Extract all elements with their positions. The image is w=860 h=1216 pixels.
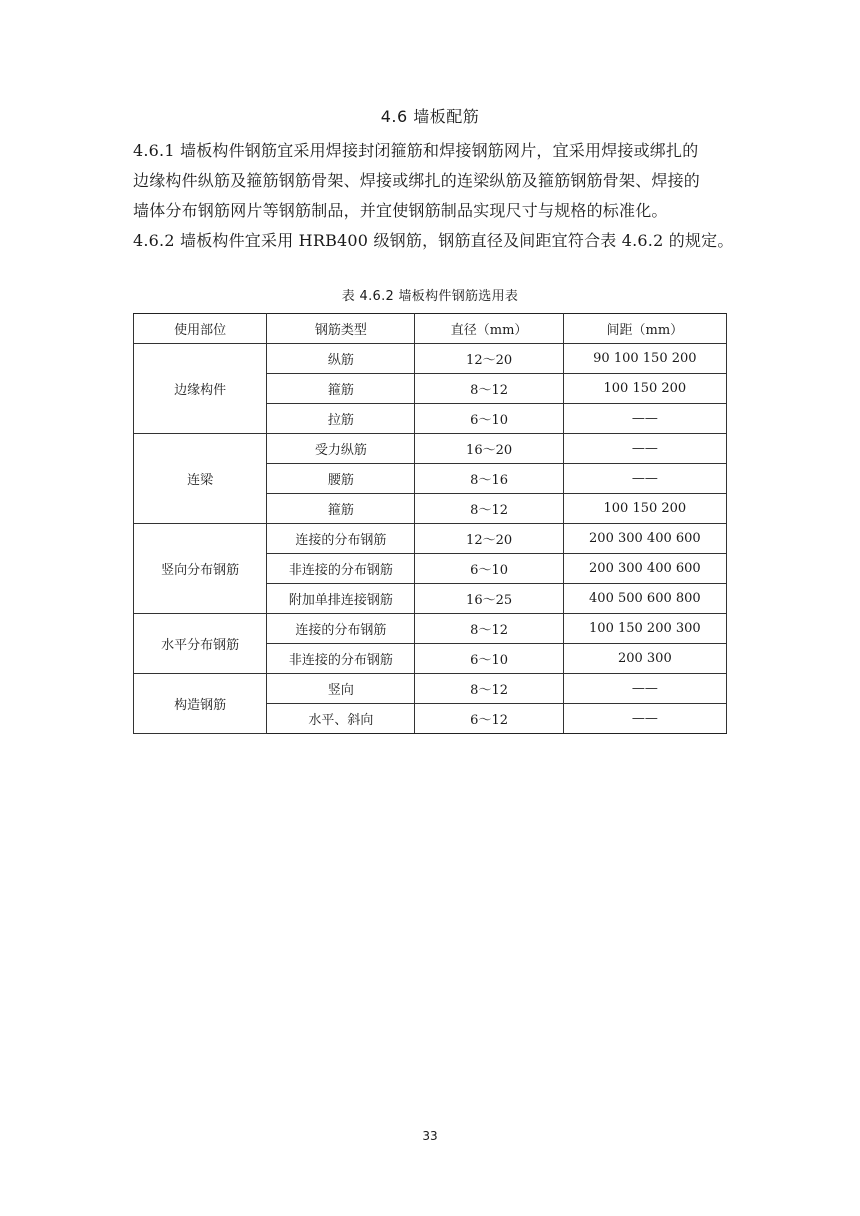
cell-diameter: 8～12 <box>415 674 563 704</box>
cell-diameter: 16～25 <box>415 584 563 614</box>
cell-spacing: 100 150 200 <box>563 374 726 404</box>
paragraph-line: 4.6.2 墙板构件宜采用 HRB400 级钢筋，钢筋直径及间距宜符合表 4.6.2 的规定。 <box>133 231 734 250</box>
cell-diameter: 8～12 <box>415 614 563 644</box>
table-row <box>134 524 727 554</box>
cell-diameter: 6～10 <box>415 644 563 674</box>
rebar-selection-table <box>133 313 727 734</box>
page-number: 33 <box>422 1129 438 1143</box>
cell-rebar-type: 非连接的分布钢筋 <box>267 644 415 674</box>
cell-rebar-type: 受力纵筋 <box>267 434 415 464</box>
table-row <box>134 434 727 464</box>
cell-diameter: 6～12 <box>415 704 563 734</box>
cell-diameter: 8～12 <box>415 374 563 404</box>
table-caption: 表 4.6.2 墙板构件钢筋选用表 <box>341 289 519 304</box>
cell-rebar-type: 水平、斜向 <box>267 704 415 734</box>
cell-spacing: 100 150 200 300 <box>563 614 726 644</box>
cell-spacing: —— <box>563 404 726 434</box>
paragraph-4-6-1 <box>133 136 733 226</box>
cell-rebar-type: 连接的分布钢筋 <box>267 524 415 554</box>
paragraph-4-6-2 <box>133 226 733 256</box>
cell-usage-part: 竖向分布钢筋 <box>134 524 267 614</box>
table-row <box>134 674 727 704</box>
cell-spacing: —— <box>563 434 726 464</box>
cell-usage-part: 构造钢筋 <box>134 674 267 734</box>
cell-rebar-type: 腰筋 <box>267 464 415 494</box>
paragraph-line: 边缘构件纵筋及箍筋钢筋骨架、焊接或绑扎的连梁纵筋及箍筋钢筋骨架、焊接的 <box>133 171 701 190</box>
cell-diameter: 6～10 <box>415 404 563 434</box>
cell-spacing: 200 300 400 600 <box>563 524 726 554</box>
header-usage-part: 使用部位 <box>134 314 267 344</box>
cell-diameter: 12～20 <box>415 344 563 374</box>
cell-spacing: 100 150 200 <box>563 494 726 524</box>
header-diameter: 直径（mm） <box>415 314 563 344</box>
cell-rebar-type: 箍筋 <box>267 374 415 404</box>
cell-rebar-type: 连接的分布钢筋 <box>267 614 415 644</box>
section-title: 4.6 墙板配筋 <box>380 107 480 126</box>
paragraph-line: 4.6.1 墙板构件钢筋宜采用焊接封闭箍筋和焊接钢筋网片，宜采用焊接或绑扎的 <box>133 141 699 160</box>
header-spacing: 间距（mm） <box>563 314 726 344</box>
cell-spacing: 400 500 600 800 <box>563 584 726 614</box>
cell-rebar-type: 非连接的分布钢筋 <box>267 554 415 584</box>
header-rebar-type: 钢筋类型 <box>267 314 415 344</box>
cell-usage-part: 连梁 <box>134 434 267 524</box>
cell-spacing: 200 300 <box>563 644 726 674</box>
cell-rebar-type: 竖向 <box>267 674 415 704</box>
cell-rebar-type: 附加单排连接钢筋 <box>267 584 415 614</box>
cell-rebar-type: 纵筋 <box>267 344 415 374</box>
table-body <box>134 344 727 734</box>
cell-usage-part: 边缘构件 <box>134 344 267 434</box>
cell-diameter: 8～16 <box>415 464 563 494</box>
table-row <box>134 614 727 644</box>
cell-spacing: —— <box>563 674 726 704</box>
cell-diameter: 6～10 <box>415 554 563 584</box>
cell-rebar-type: 箍筋 <box>267 494 415 524</box>
cell-spacing: 200 300 400 600 <box>563 554 726 584</box>
cell-diameter: 16～20 <box>415 434 563 464</box>
cell-rebar-type: 拉筋 <box>267 404 415 434</box>
cell-usage-part: 水平分布钢筋 <box>134 614 267 674</box>
cell-diameter: 8～12 <box>415 494 563 524</box>
cell-spacing: 90 100 150 200 <box>563 344 726 374</box>
table-row <box>134 344 727 374</box>
cell-spacing: —— <box>563 464 726 494</box>
table-header-row <box>134 314 727 344</box>
paragraph-line: 墙体分布钢筋网片等钢筋制品，并宜使钢筋制品实现尺寸与规格的标准化。 <box>133 201 668 220</box>
cell-spacing: —— <box>563 704 726 734</box>
cell-diameter: 12～20 <box>415 524 563 554</box>
